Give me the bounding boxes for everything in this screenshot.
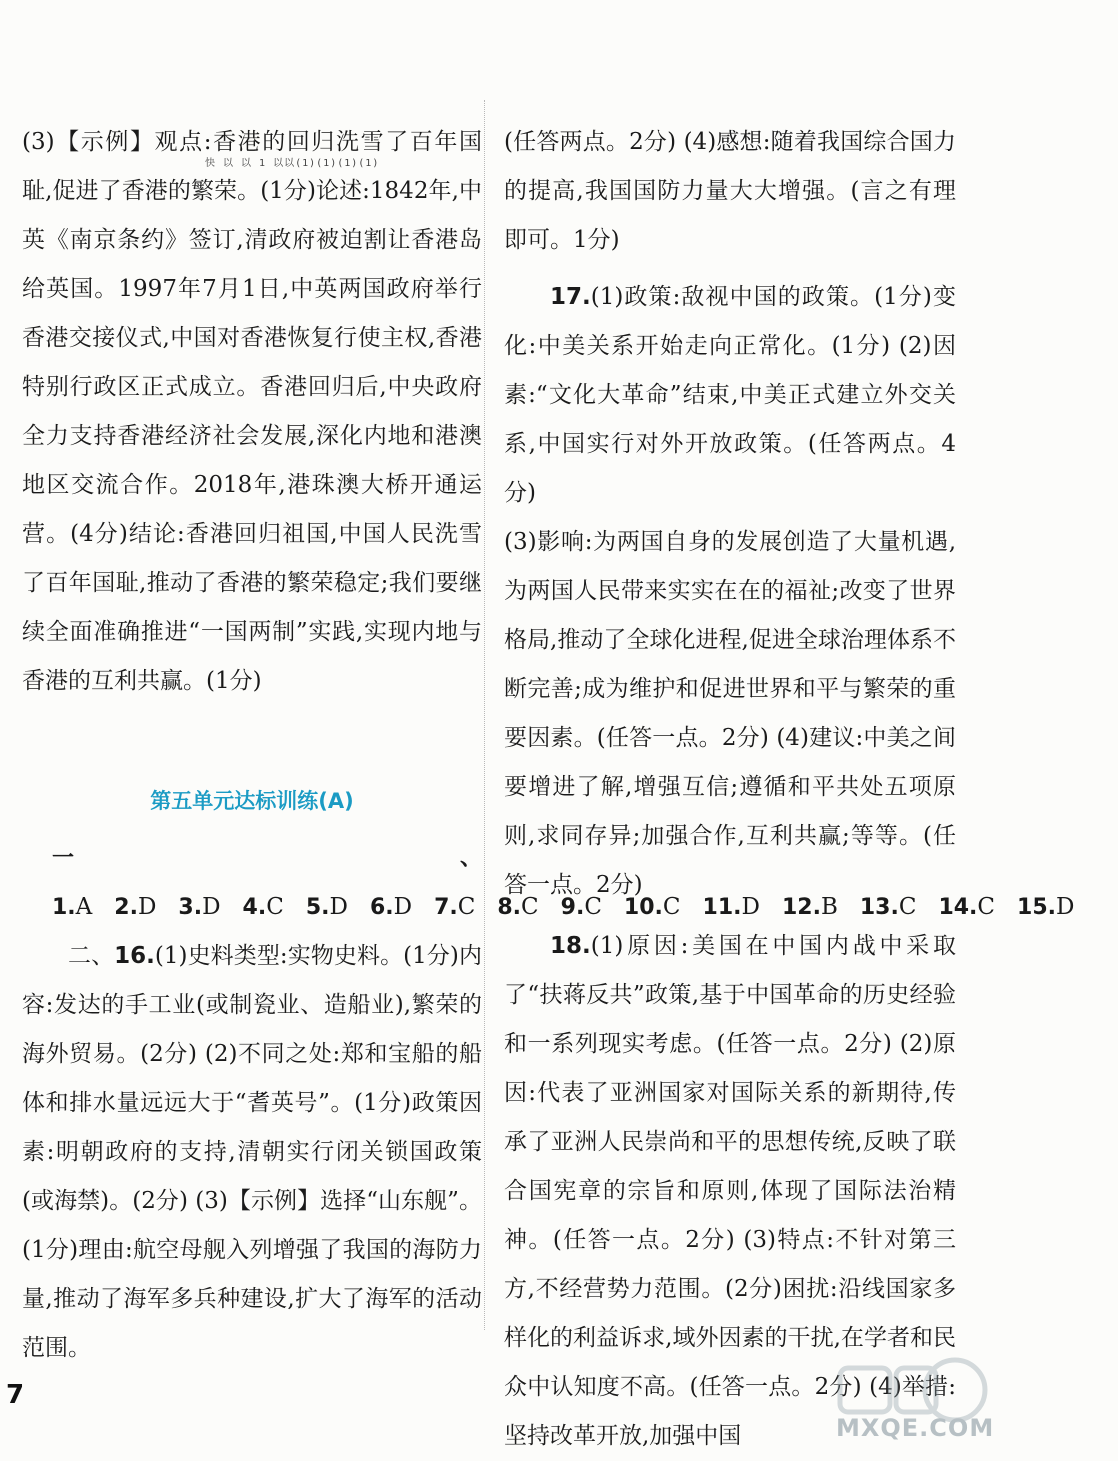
q18-text: (1)原因:美国在中国内战中采取了“扶蒋反共”政策,基于中国革命的历史经验和一系列现实考虑。(任答一点。2分) (2)原因:代表了亚洲国家对国际关系的新期待,传承了亚洲人民崇尚和平的思想传统,反映了联合国宪章的宗旨和原则,体现了国际法治精神。(任答一点。2分) (3)特点:不针对第三方,不经营势力范围。(2分)困扰:沿线国家多样化的利益诉求,域外因素的干扰,在学者和民众中认知度不高。(任答一点。2分) (4)举措:坚持改革开放,加强中国 xyxy=(504,933,956,1449)
answer-paragraph-q17 xyxy=(504,273,956,518)
mcq-question-number: 12. xyxy=(781,895,821,920)
mcq-question-number: 9. xyxy=(560,895,585,920)
mcq-answer-letter: C xyxy=(266,894,284,920)
mcq-answer-letter: C xyxy=(521,894,539,920)
right-column xyxy=(504,118,956,1461)
mcq-answer-item xyxy=(178,894,220,920)
answer-paragraph-q15-3: (3)【示例】观点:香港的回归洗雪了百年国耻,促进了香港的繁荣。(1分)论述:1842年,中英《南京条约》签订,清政府被迫割让香港岛给英国。1997年7月1日,中英两国政府举行香港交接仪式,中国对香港恢复行使主权,香港特别行政区正式成立。香港回归后,中央政府全力支持香港经济社会发展,深化内地和港澳地区交流合作。2018年,港珠澳大桥开通运营。(4分)结论:香港回归祖国,中国人民洗雪了百年国耻,推动了香港的繁荣稳定;我们要继续全面准确推进“一国两制”实践,实现内地与香港的互利共赢。(1分) xyxy=(22,129,482,694)
mcq-answer-letter: D xyxy=(393,894,413,920)
mcq-answer-letter: C xyxy=(662,894,681,920)
mcq-answer-letter: D xyxy=(137,894,157,920)
mcq-answer-item xyxy=(306,894,348,920)
unit-title: 第五单元达标训练(A) xyxy=(150,789,354,813)
mcq-question-number: 5. xyxy=(305,895,330,920)
column-divider xyxy=(484,100,485,1330)
section-label: 二、 xyxy=(68,943,115,969)
handwritten-scribble: 快 以 以 1 以以(1)(1)(1)(1) xyxy=(205,158,380,169)
mcq-question-number: 11. xyxy=(702,895,742,920)
mcq-question-number: 4. xyxy=(242,895,267,920)
page-number: 7 xyxy=(6,1380,25,1410)
mcq-label: 一、 xyxy=(52,846,482,871)
mcq-answer-letter: C xyxy=(977,894,996,920)
mcq-answer-letter: D xyxy=(202,894,221,920)
q17-text: (1)政策:敌视中国的政策。(1分)变化:中美关系开始走向正常化。(1分) (2)因素:“文化大革命”结束,中美正式建立外交关系,中国实行对外开放政策。(任答两点。4分) xyxy=(504,284,956,506)
mcq-question-number: 15. xyxy=(1017,895,1057,920)
answer-paragraph-q16 xyxy=(22,932,482,1373)
mcq-answer-item xyxy=(243,894,284,920)
mcq-question-number: 14. xyxy=(938,895,978,920)
mcq-question-number: 2. xyxy=(114,895,138,920)
mcq-question-number: 10. xyxy=(623,895,663,920)
q16-text: (1)史料类型:实物史料。(1分)内容:发达的手工业(或制瓷业、造船业),繁荣的海外贸易。(2分) (2)不同之处:郑和宝船的船体和排水量远远大于“耆英号”。(1分)政策因素:明朝政府的支持,清朝实行闭关锁国政策(或海禁)。(2分) (3)【示例】选择“山东舰”。(1分)理由:航空母舰入列增强了我国的海防力量,推动了海军多兵种建设,扩大了海军的活动范围。 xyxy=(22,943,482,1361)
mcq-answer-letter: D xyxy=(741,894,760,920)
answer-paragraph-q17-part3: (3)影响:为两国自身的发展创造了大量机遇,为两国人民带来实实在在的福祉;改变了世界格局,推动了全球化进程,促进全球治理体系不断完善;成为维护和促进世界和平与繁荣的重要因素。(任答一点。2分) (4)建议:中美之间要增进了解,增强互信;遵循和平共处五项原则,求同存异;加强合作,互利共赢;等等。(任答一点。2分) xyxy=(504,529,956,898)
mcq-question-number: 6. xyxy=(369,895,394,920)
mcq-answers xyxy=(52,834,1075,932)
mcq-question-number: 13. xyxy=(859,895,899,920)
mcq-answer-letter: D xyxy=(1056,894,1075,920)
question-number-18: 18. xyxy=(550,933,591,959)
mcq-answer-item xyxy=(434,894,475,920)
mcq-answer-item xyxy=(1017,894,1074,920)
mcq-answer-item xyxy=(370,894,412,920)
mcq-question-number: 3. xyxy=(178,895,203,920)
mcq-answer-letter: C xyxy=(898,894,917,920)
mcq-question-number: 8. xyxy=(497,895,522,920)
mcq-answer-letter: C xyxy=(457,894,476,920)
mcq-answer-letter: D xyxy=(329,894,348,920)
mcq-question-number: 7. xyxy=(434,895,458,920)
mcq-question-number: 1. xyxy=(52,895,76,920)
mcq-answer-item xyxy=(52,894,92,920)
answer-paragraph-q16-cont: (任答两点。2分) (4)感想:随着我国综合国力的提高,我国国防力量大大增强。(言之有理即可。1分) xyxy=(504,129,956,253)
question-number-16: 16. xyxy=(114,943,155,969)
mcq-answer-letter: B xyxy=(820,894,838,920)
mcq-answer-letter: C xyxy=(584,894,602,920)
watermark-text: MXQE.COM xyxy=(836,1414,995,1442)
mcq-answer-letter: A xyxy=(75,894,93,920)
question-number-17: 17. xyxy=(550,284,591,310)
mcq-answer-item xyxy=(114,894,156,920)
